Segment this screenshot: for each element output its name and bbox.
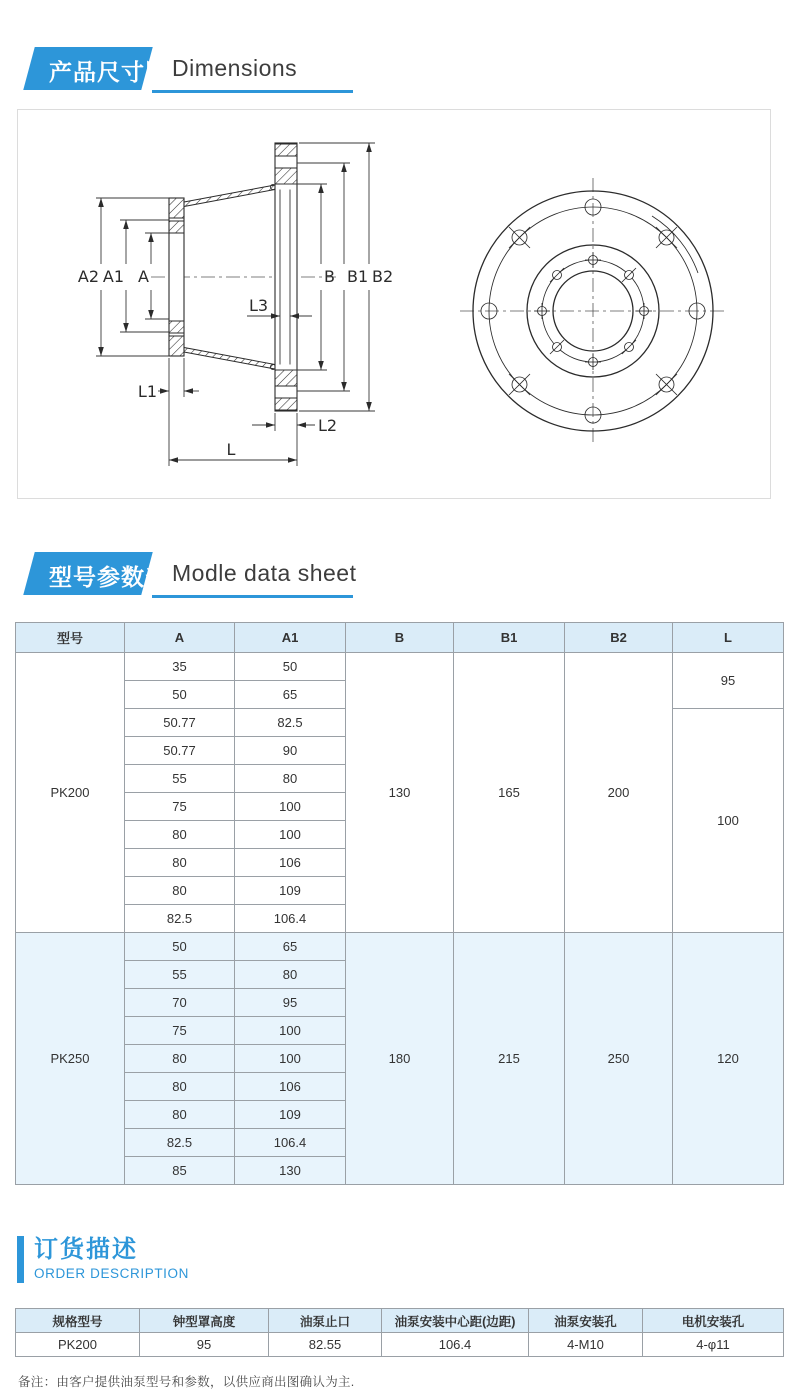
b2-cell: 200 <box>565 653 673 933</box>
table-row <box>16 1333 784 1357</box>
section-underline <box>152 595 353 598</box>
a1-cell: 50 <box>235 653 346 681</box>
order-description-header <box>17 1236 800 1283</box>
a1-cell: 106 <box>235 1073 346 1101</box>
dim-label-b: B <box>324 267 335 286</box>
l-cell: 100 <box>673 709 784 933</box>
order-title-zh: 订货描述 <box>34 1236 138 1263</box>
a-cell: 82.5 <box>125 1129 235 1157</box>
a1-cell: 100 <box>235 1017 346 1045</box>
a1-cell: 65 <box>235 933 346 961</box>
a-cell: 50 <box>125 933 235 961</box>
column-header: 型号 <box>16 623 125 653</box>
b1-cell: 165 <box>454 653 565 933</box>
value-cell: PK200 <box>16 1333 140 1357</box>
a-cell: 50.77 <box>125 737 235 765</box>
b-cell: 180 <box>346 933 454 1185</box>
table-row <box>16 933 784 961</box>
a-cell: 80 <box>125 1045 235 1073</box>
a1-cell: 90 <box>235 737 346 765</box>
a1-cell: 106.4 <box>235 1129 346 1157</box>
value-cell: 95 <box>140 1333 269 1357</box>
footnote: 备注：由客户提供油泵型号和参数，以供应商出图确认为主. <box>18 1375 355 1389</box>
a-cell: 82.5 <box>125 905 235 933</box>
a1-cell: 95 <box>235 989 346 1017</box>
a-cell: 80 <box>125 1101 235 1129</box>
section-badge-label: 型号参数表 <box>49 564 169 590</box>
section-underline <box>152 90 353 93</box>
a1-cell: 80 <box>235 961 346 989</box>
column-header: 油泵安装孔 <box>529 1309 643 1333</box>
a-cell: 50 <box>125 681 235 709</box>
table-row <box>16 653 784 681</box>
dim-label-b1: B1 <box>347 267 369 286</box>
column-header: 电机安装孔 <box>643 1309 784 1333</box>
dim-label-l2: L2 <box>318 416 338 435</box>
a-cell: 75 <box>125 793 235 821</box>
l-cell: 120 <box>673 933 784 1185</box>
a-cell: 50.77 <box>125 709 235 737</box>
section-header-datasheet <box>17 551 783 601</box>
column-header: A <box>125 623 235 653</box>
front-view <box>460 178 726 444</box>
l-cell: 95 <box>673 653 784 709</box>
dimension-drawing-panel <box>17 109 771 499</box>
value-cell: 106.4 <box>382 1333 529 1357</box>
column-header: 油泵安装中心距(边距) <box>382 1309 529 1333</box>
column-header: 钟型罩高度 <box>140 1309 269 1333</box>
a1-cell: 100 <box>235 821 346 849</box>
dim-label-a2: A2 <box>77 267 99 286</box>
column-header: 油泵止口 <box>269 1309 382 1333</box>
a1-cell: 82.5 <box>235 709 346 737</box>
section-title: Dimensions <box>172 55 298 81</box>
a1-cell: 80 <box>235 765 346 793</box>
dim-label-a: A <box>138 267 149 286</box>
section-badge-label: 产品尺寸图 <box>49 59 169 85</box>
a1-cell: 109 <box>235 1101 346 1129</box>
a1-cell: 109 <box>235 877 346 905</box>
a-cell: 80 <box>125 877 235 905</box>
section-title: Modle data sheet <box>172 560 357 586</box>
b-cell: 130 <box>346 653 454 933</box>
value-cell: 4-φ11 <box>643 1333 784 1357</box>
dim-label-b2: B2 <box>372 267 394 286</box>
a-cell: 35 <box>125 653 235 681</box>
header-row <box>16 623 784 653</box>
a1-cell: 106 <box>235 849 346 877</box>
value-cell: 4-M10 <box>529 1333 643 1357</box>
a1-cell: 106.4 <box>235 905 346 933</box>
a-cell: 55 <box>125 961 235 989</box>
a-cell: 85 <box>125 1157 235 1185</box>
model-table-head <box>16 623 784 653</box>
b1-cell: 215 <box>454 933 565 1185</box>
a1-cell: 65 <box>235 681 346 709</box>
column-header: B2 <box>565 623 673 653</box>
value-cell: 82.55 <box>269 1333 382 1357</box>
section-header-dimensions <box>17 46 783 96</box>
order-table-head <box>16 1309 784 1333</box>
model-table-body <box>16 653 784 1185</box>
order-title-en: ORDER DESCRIPTION <box>34 1266 189 1281</box>
a1-cell: 100 <box>235 1045 346 1073</box>
column-header: B <box>346 623 454 653</box>
cross-section-view <box>78 143 393 466</box>
dim-label-l1: L1 <box>137 382 157 401</box>
column-header: L <box>673 623 784 653</box>
column-header: 规格型号 <box>16 1309 140 1333</box>
a1-cell: 130 <box>235 1157 346 1185</box>
order-table <box>15 1308 784 1357</box>
column-header: B1 <box>454 623 565 653</box>
a-cell: 80 <box>125 849 235 877</box>
model-table <box>15 622 784 1185</box>
header-row <box>16 1309 784 1333</box>
a-cell: 55 <box>125 765 235 793</box>
column-header: A1 <box>235 623 346 653</box>
dim-label-a1: A1 <box>102 267 124 286</box>
a-cell: 80 <box>125 821 235 849</box>
technical-drawing <box>18 110 772 500</box>
dim-label-l3: L3 <box>249 296 269 315</box>
model-cell: PK200 <box>16 653 125 933</box>
dim-label-l: L <box>226 440 236 459</box>
model-cell: PK250 <box>16 933 125 1185</box>
a-cell: 80 <box>125 1073 235 1101</box>
b2-cell: 250 <box>565 933 673 1185</box>
a-cell: 75 <box>125 1017 235 1045</box>
order-table-body <box>16 1333 784 1357</box>
a-cell: 70 <box>125 989 235 1017</box>
a1-cell: 100 <box>235 793 346 821</box>
